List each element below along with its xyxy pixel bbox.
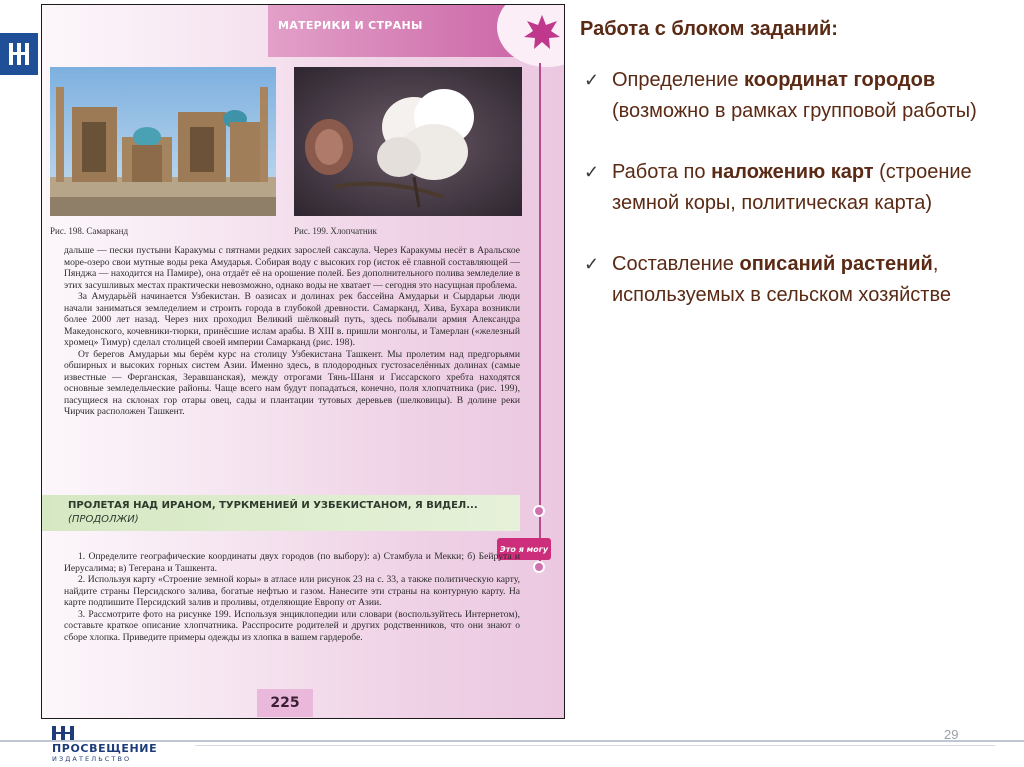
body-text [64, 245, 520, 418]
publisher-logo-icon [0, 33, 38, 75]
panel-item-emphasis: координат городов [744, 69, 936, 91]
task-item: 2. Используя карту «Строение земной коры» в атласе или рисунок 23 на с. 33, а также политическую карту, найдите страны Персидского залива, богатые нефтью и газом. Нанесите эти страны на контурную карту. На карте подпишите Персидский залив и проливы, отделяющие Европу от Азии. [64, 574, 520, 608]
slide-number: 29 [944, 727, 959, 742]
prosveshchenie-logo-icon [50, 724, 76, 742]
margin-dot [533, 561, 545, 573]
reflection-title: ПРОЛЕТАЯ НАД ИРАНОМ, ТУРКМЕНИЕЙ И УЗБЕКИСТАНОМ, Я ВИДЕЛ... [68, 500, 478, 511]
skills-tag: Это я могу [497, 538, 551, 560]
samarkand-photo [50, 67, 276, 216]
task-item: 3. Рассмотрите фото на рисунке 199. Используя энциклопедии или словари (воспользуйтесь Интернетом), составьте краткое описание хлопчатника. Расспросите родителей и других родственников, что они знают о сборе хлопка. Приведите примеры одежды из хлопка в вашем гардеробе. [64, 608, 520, 643]
cotton-photo [294, 67, 522, 216]
panel-item-text: Составление [612, 253, 740, 275]
page-number: 225 [257, 689, 313, 717]
margin-line [539, 63, 541, 563]
panel-item [580, 249, 1010, 311]
panel-item-text: Определение [612, 69, 745, 91]
figure-caption-cotton: Рис. 199. Хлопчатник [294, 226, 377, 236]
panel-item-text: (строение земной коры, политическая карта) [612, 161, 972, 214]
section-header: МАТЕРИКИ И СТРАНЫ [278, 19, 423, 32]
panel-item-emphasis: описаний растений [739, 253, 933, 275]
panel-title: Работа с блоком заданий: [580, 18, 838, 40]
checkmark-icon: ✓ [584, 162, 600, 182]
paragraph: За Амударьёй начинается Узбекистан. В оазисах и долинах рек бассейна Амударьи и Сырдарьи люди начали заниматься земледелием и строить города в глубокой древности. Самарканд, Хива, Бухара возникли более 2000 лет назад. Через них проходил Великий шёлковый путь, здесь побывали армия Александра Македонского, кочевники-тюрки, принёсшие ислам арабы. В XIII в. пришли монголы, и Тамерлан («железный хромец» Тимур) сделал столицей своей империи Самарканд (рис. 198). [64, 291, 520, 348]
panel-item [580, 157, 1010, 219]
task-item: 1. Определите географические координаты двух городов (по выбору): а) Стамбула и Мекки; б) Бейрута и Иерусалима; в) Тегерана и Ташкента. [64, 551, 520, 574]
figure-caption-samarkand: Рис. 198. Самарканд [50, 226, 129, 236]
task-list [64, 551, 520, 643]
star-icon [522, 13, 562, 53]
panel-item-emphasis: наложению карт [711, 161, 874, 183]
paragraph: От берегов Амударьи мы берём курс на столицу Узбекистана Ташкент. Мы пролетим над предгорьями обширных и высоких горных систем Азии. Именно здесь, в плодородных густозаселённых долинах (самые известные — Ферганская, Зеравшанская), между отрогами Тянь-Шаня и Гиссарского хребта находятся основные земледельческие районы. Чаще всего нам будут попадаться, конечно, поля хлопчатника (рис. 199), пасущиеся на склонах гор отары овец, сады и плантации тутовых деревьев (шелковицы). В долине реки Чирчик расположен Ташкент. [64, 348, 520, 417]
panel-item [580, 65, 1010, 127]
panel-item-text: , используемых в сельском хозяйстве [612, 253, 951, 306]
footer-divider [195, 745, 995, 746]
checkmark-icon: ✓ [584, 254, 600, 274]
margin-dot [533, 505, 545, 517]
panel-item-text: (возможно в рамках групповой работы) [612, 100, 977, 122]
reflection-subtitle: (ПРОДОЛЖИ) [68, 514, 139, 525]
task-panel [580, 18, 1010, 341]
footer-brand: ПРОСВЕЩЕНИЕ [52, 742, 158, 755]
panel-item-text: Работа по [612, 161, 712, 183]
footer-subtitle: ИЗДАТЕЛЬСТВО [52, 755, 132, 763]
paragraph: дальше — пески пустыни Каракумы с пятнами редких зарослей саксаула. Через Каракумы несёт в Аральское море-озеро свои мутные воды река Амударья. Собирая воду с высоких гор (исток её главной составляющей — Пянджа — находится на Памире), она отдаёт её на орошение полей. Без дополнительного полива земледелие в этих засушливых местах практически невозможно, однако воды не хватает — сегодня это насущная проблема. [64, 245, 520, 291]
checkmark-icon: ✓ [584, 70, 600, 90]
textbook-page [41, 4, 565, 719]
